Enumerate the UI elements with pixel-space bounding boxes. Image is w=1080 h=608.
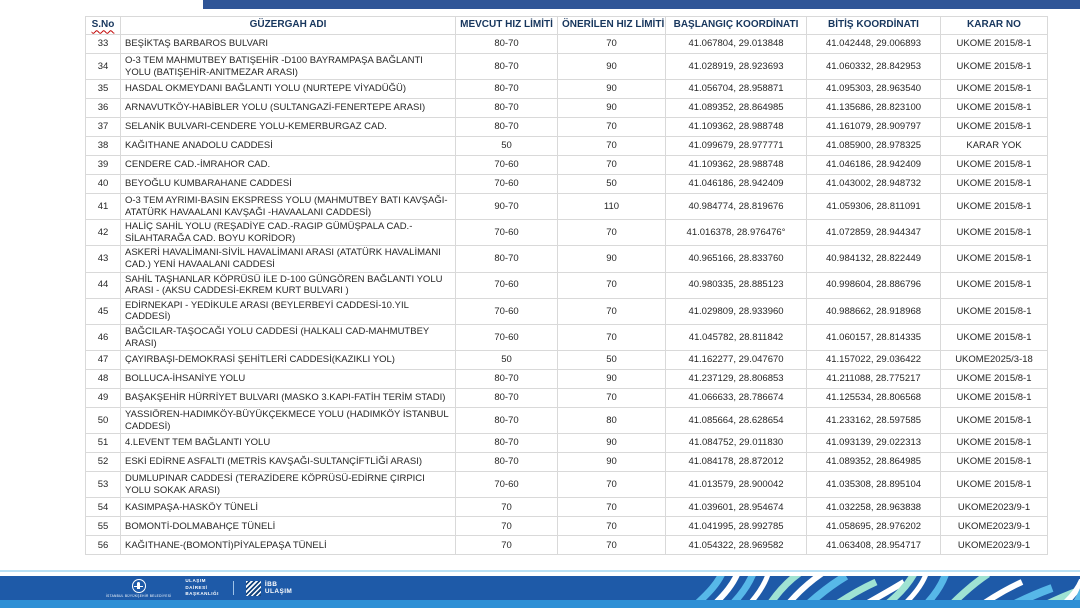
cell-end-coordinate: 40.998604, 28.886796 (807, 272, 941, 298)
cell-end-coordinate: 41.233162, 28.597585 (807, 408, 941, 434)
cell-sno: 53 (86, 472, 121, 498)
cell-start-coordinate: 41.067804, 29.013848 (666, 35, 807, 54)
cell-start-coordinate: 41.013579, 28.900042 (666, 472, 807, 498)
cell-route: O-3 TEM AYRIMI-BASIN EKSPRESS YOLU (MAHMUTBEY BATI KAVŞAĞI-ATATÜRK HAVAALANI KAVŞAĞI -HAVAALANI CADDESİ) (121, 194, 456, 220)
cell-start-coordinate: 41.054322, 28.969582 (666, 536, 807, 555)
cell-start-coordinate: 41.109362, 28.988748 (666, 156, 807, 175)
cell-current-limit: 50 (456, 351, 558, 370)
cell-start-coordinate: 41.045782, 28.811842 (666, 324, 807, 350)
cell-current-limit: 80-70 (456, 118, 558, 137)
cell-current-limit: 70-60 (456, 220, 558, 246)
cell-proposed-limit: 50 (558, 351, 666, 370)
cell-current-limit: 70-60 (456, 298, 558, 324)
cell-current-limit: 80-70 (456, 35, 558, 54)
cell-start-coordinate: 41.016378, 28.976476° (666, 220, 807, 246)
cell-start-coordinate: 41.084752, 29.011830 (666, 434, 807, 453)
ibb-emblem-icon (132, 579, 146, 593)
cell-sno: 37 (86, 118, 121, 137)
table-row (86, 156, 1048, 175)
table-row (86, 408, 1048, 434)
table-row (86, 298, 1048, 324)
table-row (86, 246, 1048, 272)
cell-sno: 44 (86, 272, 121, 298)
cell-start-coordinate: 41.237129, 28.806853 (666, 370, 807, 389)
cell-end-coordinate: 41.161079, 28.909797 (807, 118, 941, 137)
cell-proposed-limit: 70 (558, 220, 666, 246)
table-row (86, 175, 1048, 194)
cell-decision-no: UKOME 2015/8-1 (941, 80, 1048, 99)
cell-end-coordinate: 41.211088, 28.775217 (807, 370, 941, 389)
cell-end-coordinate: 41.032258, 28.963838 (807, 498, 941, 517)
ibb-ulasim-icon (246, 581, 261, 596)
ibb-municipality-logo (106, 579, 171, 598)
cell-sno: 41 (86, 194, 121, 220)
cell-start-coordinate: 41.039601, 28.954674 (666, 498, 807, 517)
cell-proposed-limit: 90 (558, 54, 666, 80)
ibb-logo-caption: İSTANBUL BÜYÜKŞEHİR BELEDİYESİ (106, 593, 172, 598)
cell-proposed-limit: 70 (558, 156, 666, 175)
cell-proposed-limit: 70 (558, 517, 666, 536)
cell-sno: 45 (86, 298, 121, 324)
footer-bottom-strip (0, 600, 1080, 608)
cell-route: KAĞITHANE ANADOLU CADDESİ (121, 137, 456, 156)
cell-decision-no: UKOME 2015/8-1 (941, 99, 1048, 118)
cell-end-coordinate: 41.060157, 28.814335 (807, 324, 941, 350)
cell-proposed-limit: 70 (558, 498, 666, 517)
cell-sno: 50 (86, 408, 121, 434)
cell-end-coordinate: 41.042448, 29.006893 (807, 35, 941, 54)
cell-route: ARNAVUTKÖY-HABİBLER YOLU (SULTANGAZİ-FENERTEPE ARASI) (121, 99, 456, 118)
table-row (86, 434, 1048, 453)
cell-current-limit: 80-70 (456, 408, 558, 434)
cell-decision-no: UKOME2023/9-1 (941, 517, 1048, 536)
cell-proposed-limit: 70 (558, 324, 666, 350)
cell-current-limit: 50 (456, 137, 558, 156)
dept-label-line2: DAİRESİ (185, 584, 208, 590)
cell-proposed-limit: 90 (558, 80, 666, 99)
cell-sno: 52 (86, 453, 121, 472)
cell-route: O-3 TEM MAHMUTBEY BATIŞEHİR -D100 BAYRAMPAŞA BAĞLANTI YOLU (BATIŞEHİR-ANITMEZAR ARASI) (121, 54, 456, 80)
cell-current-limit: 80-70 (456, 370, 558, 389)
cell-decision-no: UKOME 2015/8-1 (941, 298, 1048, 324)
cell-decision-no: UKOME 2015/8-1 (941, 246, 1048, 272)
cell-proposed-limit: 80 (558, 408, 666, 434)
speed-limit-table-container (85, 16, 1047, 555)
cell-start-coordinate: 41.099679, 28.977771 (666, 137, 807, 156)
cell-end-coordinate: 41.060332, 28.842953 (807, 54, 941, 80)
cell-decision-no: UKOME 2015/8-1 (941, 156, 1048, 175)
table-row (86, 80, 1048, 99)
cell-current-limit: 70 (456, 536, 558, 555)
cell-decision-no: UKOME2023/9-1 (941, 536, 1048, 555)
table-row (86, 472, 1048, 498)
cell-current-limit: 70-60 (456, 272, 558, 298)
table-row (86, 137, 1048, 156)
cell-decision-no: UKOME2023/9-1 (941, 498, 1048, 517)
cell-route: ESKİ EDİRNE ASFALTI (METRİS KAVŞAĞI-SULTANÇİFTLİĞİ ARASI) (121, 453, 456, 472)
cell-proposed-limit: 110 (558, 194, 666, 220)
cell-route: CENDERE CAD.-İMRAHOR CAD. (121, 156, 456, 175)
table-header-row (86, 17, 1048, 35)
cell-decision-no: UKOME 2015/8-1 (941, 175, 1048, 194)
cell-end-coordinate: 41.046186, 28.942409 (807, 156, 941, 175)
brand-top: İBB (264, 580, 278, 588)
footer-divider (233, 581, 234, 595)
header-sno (86, 17, 121, 35)
cell-start-coordinate: 41.041995, 28.992785 (666, 517, 807, 536)
cell-decision-no: UKOME 2015/8-1 (941, 370, 1048, 389)
cell-route: DUMLUPINAR CADDESİ (TERAZİDERE KÖPRÜSÜ-EDİRNE ÇIRPICI YOLU SOKAK ARASI) (121, 472, 456, 498)
table-row (86, 498, 1048, 517)
table-row (86, 220, 1048, 246)
cell-decision-no: UKOME 2015/8-1 (941, 453, 1048, 472)
cell-proposed-limit: 90 (558, 434, 666, 453)
cell-current-limit: 80-70 (456, 80, 558, 99)
cell-start-coordinate: 40.984774, 28.819676 (666, 194, 807, 220)
cell-current-limit: 70 (456, 517, 558, 536)
cell-route: SAHİL TAŞHANLAR KÖPRÜSÜ İLE D-100 GÜNGÖREN BAĞLANTI YOLU ARASI - (AKSU CADDESİ-EKREM KURT BULVARI ) (121, 272, 456, 298)
cell-start-coordinate: 41.085664, 28.628654 (666, 408, 807, 434)
table-row (86, 389, 1048, 408)
cell-proposed-limit: 90 (558, 370, 666, 389)
cell-sno: 55 (86, 517, 121, 536)
cell-route: BOMONTİ-DOLMABAHÇE TÜNELİ (121, 517, 456, 536)
cell-decision-no: UKOME 2015/8-1 (941, 35, 1048, 54)
cell-start-coordinate: 41.056704, 28.958871 (666, 80, 807, 99)
cell-start-coordinate: 41.109362, 28.988748 (666, 118, 807, 137)
cell-start-coordinate: 41.029809, 28.933960 (666, 298, 807, 324)
table-row (86, 517, 1048, 536)
table-row (86, 370, 1048, 389)
table-row (86, 324, 1048, 350)
cell-decision-no: UKOME 2015/8-1 (941, 472, 1048, 498)
cell-decision-no: UKOME 2015/8-1 (941, 272, 1048, 298)
cell-end-coordinate: 41.089352, 28.864985 (807, 453, 941, 472)
cell-start-coordinate: 40.980335, 28.885123 (666, 272, 807, 298)
ibb-ulasim-label (265, 581, 292, 595)
cell-start-coordinate: 40.965166, 28.833760 (666, 246, 807, 272)
ibb-ulasim-logo (246, 581, 292, 596)
cell-route: BAŞAKŞEHİR HÜRRİYET BULVARI (MASKO 3.KAPI-FATİH TERİM STADI) (121, 389, 456, 408)
header-end-coordinate: BİTİŞ KOORDİNATI (807, 17, 941, 35)
cell-proposed-limit: 70 (558, 536, 666, 555)
cell-route: SELANİK BULVARI-CENDERE YOLU-KEMERBURGAZ CAD. (121, 118, 456, 137)
cell-sno: 40 (86, 175, 121, 194)
cell-end-coordinate: 41.035308, 28.895104 (807, 472, 941, 498)
cell-proposed-limit: 90 (558, 453, 666, 472)
cell-sno: 49 (86, 389, 121, 408)
header-decision-no: KARAR NO (941, 17, 1048, 35)
header-sno-label: S.No (91, 19, 115, 31)
cell-sno: 54 (86, 498, 121, 517)
cell-current-limit: 70-60 (456, 324, 558, 350)
cell-proposed-limit: 70 (558, 35, 666, 54)
cell-proposed-limit: 70 (558, 137, 666, 156)
cell-sno: 35 (86, 80, 121, 99)
cell-route: BAĞCILAR-TAŞOCAĞI YOLU CADDESİ (HALKALI CAD-MAHMUTBEY ARASI) (121, 324, 456, 350)
table-row (86, 99, 1048, 118)
cell-decision-no: UKOME 2015/8-1 (941, 324, 1048, 350)
cell-decision-no: UKOME 2015/8-1 (941, 408, 1048, 434)
header-route: GÜZERGAH ADI (121, 17, 456, 35)
cell-decision-no: UKOME 2015/8-1 (941, 220, 1048, 246)
cell-decision-no: UKOME 2015/8-1 (941, 389, 1048, 408)
transport-department-label (185, 578, 219, 598)
cell-end-coordinate: 41.093139, 29.022313 (807, 434, 941, 453)
cell-end-coordinate: 41.085900, 28.978325 (807, 137, 941, 156)
top-accent-bar (203, 0, 1080, 9)
cell-current-limit: 70 (456, 498, 558, 517)
cell-sno: 42 (86, 220, 121, 246)
cell-end-coordinate: 40.984132, 28.822449 (807, 246, 941, 272)
cell-start-coordinate: 41.066633, 28.786674 (666, 389, 807, 408)
cell-proposed-limit: 70 (558, 472, 666, 498)
speed-limit-table (85, 16, 1048, 555)
cell-sno: 38 (86, 137, 121, 156)
cell-sno: 46 (86, 324, 121, 350)
header-proposed-limit: ÖNERİLEN HIZ LİMİTİ (558, 17, 666, 35)
cell-current-limit: 70-60 (456, 472, 558, 498)
cell-route: EDİRNEKAPI - YEDİKULE ARASI (BEYLERBEYİ CADDESİ-10.YIL CADDESİ) (121, 298, 456, 324)
cell-proposed-limit: 70 (558, 298, 666, 324)
cell-sno: 51 (86, 434, 121, 453)
cell-proposed-limit: 90 (558, 99, 666, 118)
cell-current-limit: 80-70 (456, 434, 558, 453)
table-row (86, 194, 1048, 220)
table-row (86, 35, 1048, 54)
cell-end-coordinate: 41.157022, 29.036422 (807, 351, 941, 370)
cell-sno: 39 (86, 156, 121, 175)
cell-current-limit: 70-60 (456, 156, 558, 175)
cell-sno: 34 (86, 54, 121, 80)
cell-route: BEŞİKTAŞ BARBAROS BULVARI (121, 35, 456, 54)
cell-current-limit: 80-70 (456, 246, 558, 272)
cell-proposed-limit: 90 (558, 246, 666, 272)
cell-start-coordinate: 41.028919, 28.923693 (666, 54, 807, 80)
cell-sno: 56 (86, 536, 121, 555)
cell-route: HASDAL OKMEYDANI BAĞLANTI YOLU (NURTEPE VİYADÜĞÜ) (121, 80, 456, 99)
cell-end-coordinate: 41.125534, 28.806568 (807, 389, 941, 408)
cell-proposed-limit: 70 (558, 272, 666, 298)
table-row (86, 351, 1048, 370)
cell-route: 4.LEVENT TEM BAĞLANTI YOLU (121, 434, 456, 453)
cell-proposed-limit: 70 (558, 118, 666, 137)
cell-end-coordinate: 40.988662, 28.918968 (807, 298, 941, 324)
cell-route: ASKERİ HAVALİMANI-SİVİL HAVALİMANI ARASI (ATATÜRK HAVALİMANI CAD.) YENİ HAVAALANI CADDESİ (121, 246, 456, 272)
cell-proposed-limit: 70 (558, 389, 666, 408)
table-row (86, 118, 1048, 137)
cell-route: BOLLUCA-İHSANİYE YOLU (121, 370, 456, 389)
cell-start-coordinate: 41.089352, 28.864985 (666, 99, 807, 118)
cell-route: ÇAYIRBAŞI-DEMOKRASİ ŞEHİTLERİ CADDESİ(KAZIKLI YOL) (121, 351, 456, 370)
cell-route: HALİÇ SAHİL YOLU (REŞADİYE CAD.-RAGIP GÜMÜŞPALA CAD.-SİLAHTARAĞA CAD. BOYU KORİDOR) (121, 220, 456, 246)
dept-label-line1: ULAŞIM (185, 578, 206, 584)
footer-bar (0, 576, 1080, 600)
cell-current-limit: 90-70 (456, 194, 558, 220)
cell-decision-no: UKOME2025/3-18 (941, 351, 1048, 370)
cell-start-coordinate: 41.084178, 28.872012 (666, 453, 807, 472)
table-row (86, 272, 1048, 298)
cell-end-coordinate: 41.135686, 28.823100 (807, 99, 941, 118)
cell-proposed-limit: 50 (558, 175, 666, 194)
cell-decision-no: UKOME 2015/8-1 (941, 194, 1048, 220)
cell-route: KASIMPAŞA-HASKÖY TÜNELİ (121, 498, 456, 517)
dept-label-line3: BAŞKANLIĞI (185, 591, 219, 597)
header-current-limit: MEVCUT HIZ LİMİTİ (456, 17, 558, 35)
cell-sno: 33 (86, 35, 121, 54)
table-body (86, 35, 1048, 555)
table-row (86, 453, 1048, 472)
cell-end-coordinate: 41.063408, 28.954717 (807, 536, 941, 555)
cell-route: KAĞITHANE-(BOMONTİ)PİYALEPAŞA TÜNELİ (121, 536, 456, 555)
cell-start-coordinate: 41.046186, 28.942409 (666, 175, 807, 194)
cell-sno: 36 (86, 99, 121, 118)
cell-current-limit: 80-70 (456, 99, 558, 118)
cell-current-limit: 80-70 (456, 453, 558, 472)
cell-end-coordinate: 41.095303, 28.963540 (807, 80, 941, 99)
cell-end-coordinate: 41.072859, 28.944347 (807, 220, 941, 246)
cell-route: YASSIÖREN-HADIMKÖY-BÜYÜKÇEKMECE YOLU (HADIMKÖY İSTANBUL CADDESİ) (121, 408, 456, 434)
cell-start-coordinate: 41.162277, 29.047670 (666, 351, 807, 370)
cell-end-coordinate: 41.043002, 28.948732 (807, 175, 941, 194)
cell-route: BEYOĞLU KUMBARAHANE CADDESİ (121, 175, 456, 194)
cell-decision-no: KARAR YOK (941, 137, 1048, 156)
table-row (86, 54, 1048, 80)
cell-decision-no: UKOME 2015/8-1 (941, 118, 1048, 137)
table-row (86, 536, 1048, 555)
cell-end-coordinate: 41.059306, 28.811091 (807, 194, 941, 220)
cell-sno: 47 (86, 351, 121, 370)
cell-current-limit: 80-70 (456, 389, 558, 408)
header-start-coordinate: BAŞLANGIÇ KOORDİNATI (666, 17, 807, 35)
cell-sno: 48 (86, 370, 121, 389)
footer-hairline (0, 570, 1080, 572)
brand-bottom: ULAŞIM (264, 588, 293, 595)
cell-end-coordinate: 41.058695, 28.976202 (807, 517, 941, 536)
cell-decision-no: UKOME 2015/8-1 (941, 434, 1048, 453)
cell-current-limit: 80-70 (456, 54, 558, 80)
cell-decision-no: UKOME 2015/8-1 (941, 54, 1048, 80)
cell-current-limit: 70-60 (456, 175, 558, 194)
cell-sno: 43 (86, 246, 121, 272)
footer-wave-pattern (680, 576, 1080, 600)
